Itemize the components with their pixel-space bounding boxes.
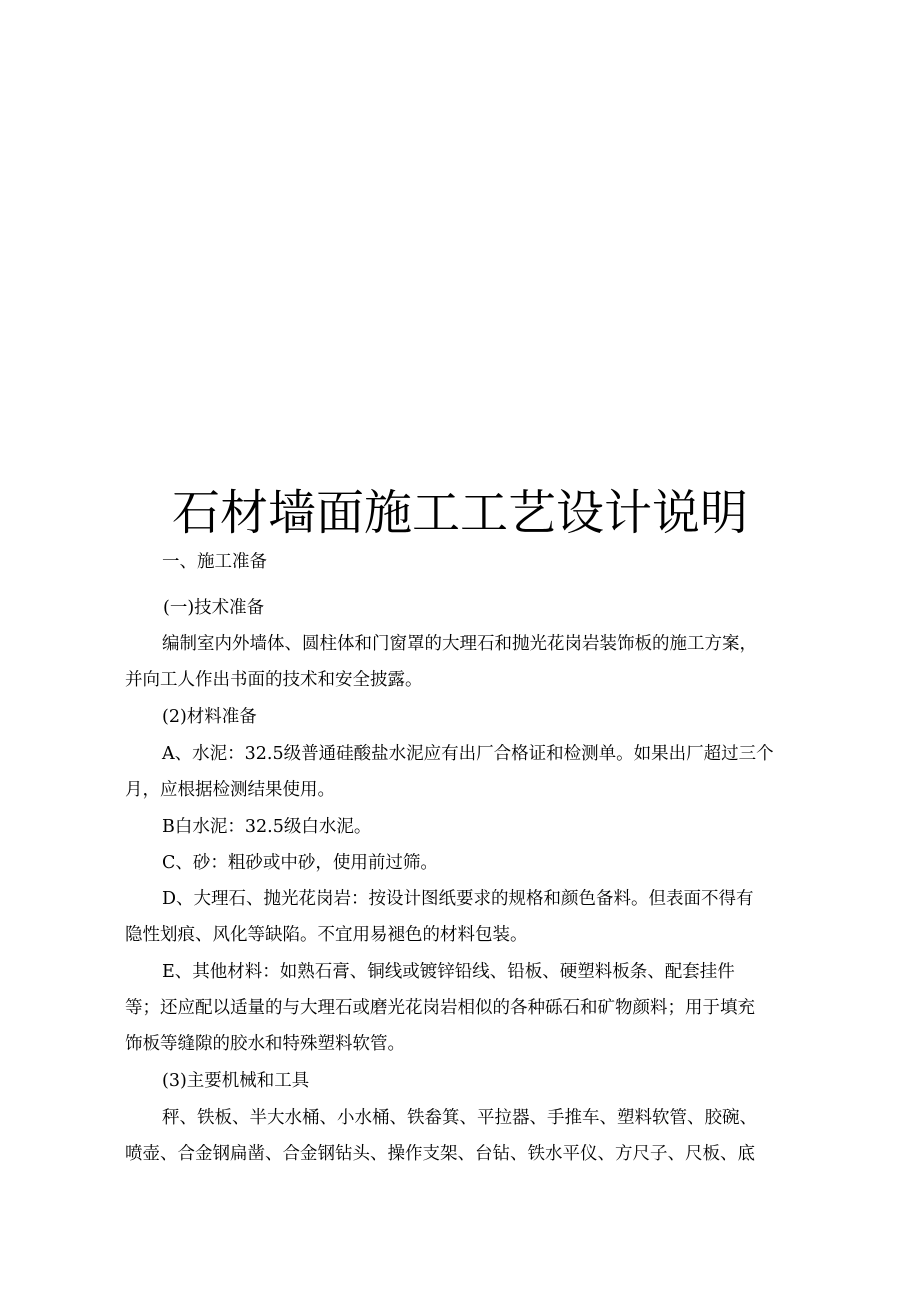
paragraph-line: 秤、铁板、半大水桶、小水桶、铁畚箕、平拉器、手推车、塑料软管、胶碗、: [162, 1108, 757, 1128]
paragraph-line: B白水泥：32.5级白水泥。: [162, 817, 372, 837]
subsection-heading-technical-preparation: (一)技术准备: [163, 598, 265, 618]
paragraph-line: 月，应根据检测结果使用。: [125, 780, 335, 800]
subsection-heading-material-preparation: (2)材料准备: [162, 707, 257, 727]
paragraph-line: A、水泥：32.5级普通硅酸盐水泥应有出厂合格证和检测单。如果出厂超过三个: [162, 744, 774, 764]
paragraph-line: 等；还应配以适量的与大理石或磨光花岗岩相似的各种砾石和矿物颜料；用于填充: [125, 998, 755, 1018]
paragraph-line: 隐性划痕、风化等缺陷。不宜用易褪色的材料包装。: [125, 925, 528, 945]
section-heading-construction-preparation: 一、施工准备: [162, 552, 267, 572]
paragraph-line: 编制室内外墙体、圆柱体和门窗罩的大理石和抛光花岗岩装饰板的施工方案，: [162, 634, 757, 654]
paragraph-line: E、其他材料：如熟石膏、铜线或镀锌铅线、铅板、硬塑料板条、配套挂件: [162, 962, 735, 982]
paragraph-line: D、大理石、抛光花岗岩：按设计图纸要求的规格和颜色备料。但表面不得有: [162, 889, 754, 909]
paragraph-line: 饰板等缝隙的胶水和特殊塑料软管。: [125, 1034, 405, 1054]
subsection-heading-machinery-and-tools: (3)主要机械和工具: [162, 1071, 310, 1091]
paragraph-line: 喷壶、合金钢扁凿、合金钢钻头、操作支架、台钻、铁水平仪、方尺子、尺板、底: [125, 1144, 755, 1164]
paragraph-line: 并向工人作出书面的技术和安全披露。: [125, 670, 423, 690]
paragraph-line: C、砂：粗砂或中砂，使用前过筛。: [162, 853, 438, 873]
document-title: 石材墙面施工工艺设计说明: [171, 485, 748, 541]
